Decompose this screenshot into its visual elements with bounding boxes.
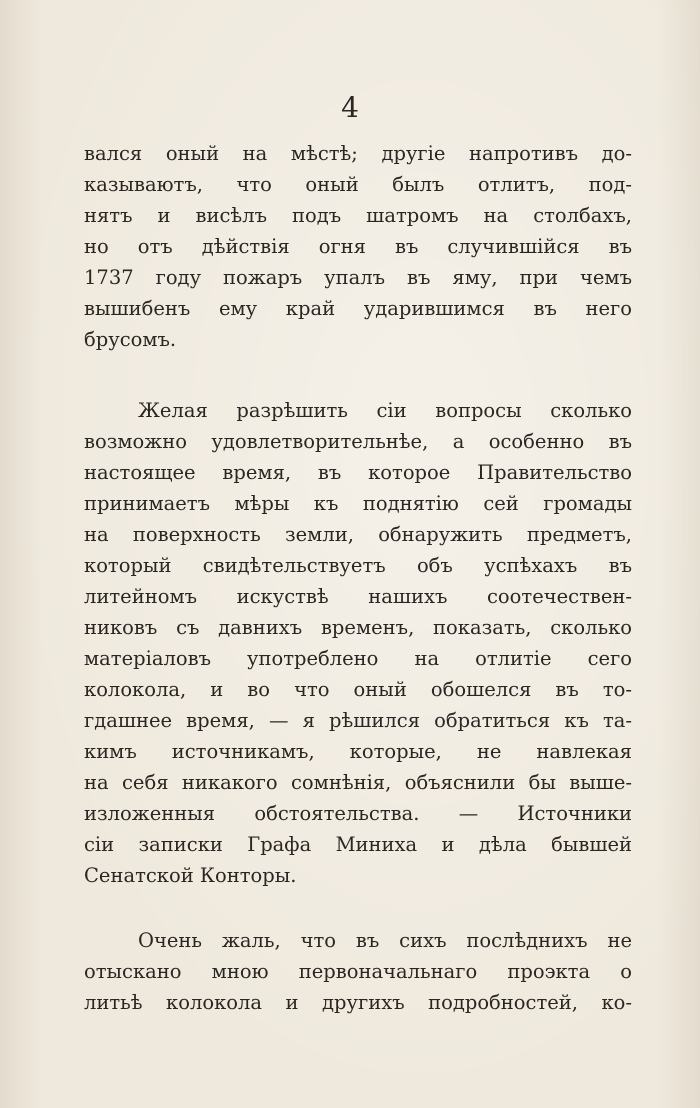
text-line: вышибенъ ему край ударившимся въ него	[84, 297, 632, 320]
text-line: брусомъ.	[84, 328, 177, 351]
text-line: который свидѣтельствуетъ объ успѣхахъ въ	[84, 554, 632, 577]
text-line: возможно удовлетворительнѣе, а особенно въ	[84, 430, 632, 453]
page-number: 4	[341, 91, 359, 124]
text-line: никовъ съ давнихъ временъ, показать, сколько	[84, 616, 632, 639]
text-line: настоящее время, въ которое Правительство	[84, 461, 632, 484]
text-line: гдашнее время, — я рѣшился обратиться къ та-	[84, 709, 632, 732]
text-line: казываютъ, что оный былъ отлитъ, под-	[84, 173, 632, 196]
text-line: Сенатской Конторы.	[84, 864, 297, 887]
text-line: отыскано мною первоначальнаго проэкта о	[84, 960, 632, 983]
text-line: нятъ и висѣлъ подъ шатромъ на столбахъ,	[84, 204, 632, 227]
text-line: сіи записки Графа Миниха и дѣла бывшей	[84, 833, 632, 856]
text-line: изложенныя обстоятельства. — Источники	[84, 802, 632, 825]
text-line: принимаетъ мѣры къ поднятію сей громады	[84, 492, 632, 515]
text-line: литьѣ колокола и другихъ подробностей, ко-	[84, 991, 632, 1014]
text-line: Желая разрѣшить сіи вопросы сколько	[138, 399, 632, 422]
text-line: матеріаловъ употреблено на отлитіе сего	[84, 647, 632, 670]
paragraph-2	[84, 395, 632, 891]
text-line: литейномъ искуствѣ нашихъ соотечествен-	[84, 585, 632, 608]
text-line: Очень жаль, что въ сихъ послѣднихъ не	[138, 929, 632, 952]
text-line: но отъ дѣйствія огня въ случившійся въ	[84, 235, 632, 258]
text-line: вался оный на мѣстѣ; другіе напротивъ до-	[84, 142, 632, 165]
text-line: колокола, и во что оный обошелся въ то-	[84, 678, 632, 701]
text-line: кимъ источникамъ, которые, не навлекая	[84, 740, 632, 763]
paragraph-1	[84, 138, 632, 355]
paragraph-3	[84, 925, 632, 1018]
text-line: на поверхность земли, обнаружить предметъ,	[84, 523, 632, 546]
text-line: 1737 году пожаръ упалъ въ яму, при чемъ	[84, 266, 632, 289]
text-line: на себя никакого сомнѣнія, объяснили бы выше-	[84, 771, 632, 794]
